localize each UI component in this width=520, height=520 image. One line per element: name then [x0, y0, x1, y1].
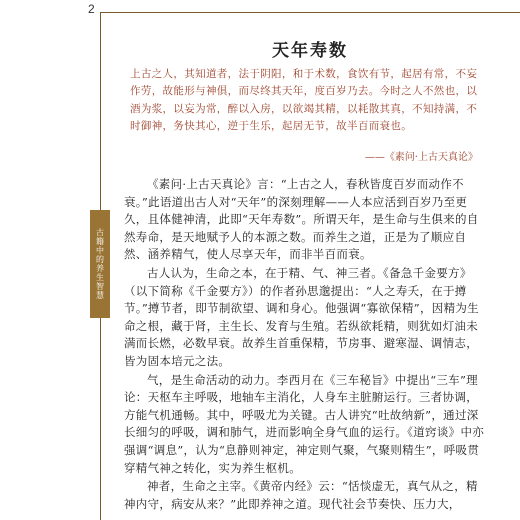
paragraph: 古人认为，生命之本，在于精、气、神三者。《备急千金要方》（以下简称《千金要方》）的作者孙思邈提出：“人之寿夭，在于撙节。”撙节者，即节制欲望、调和身心。他强调“寡欲保精”，因精为生命之根，藏于肾，主生长、发育与生殖。若纵欲耗精，则犹如灯油未满而长燃，必数早衰。故养生首重保精，节房事、避寒湿、调情志，皆为固本培元之法。 [124, 265, 479, 368]
book-title-tab: 古籍中的养生智慧 [90, 210, 110, 318]
page-number: 2 [88, 2, 95, 16]
paragraph: 神者，生命之主宰。《黄帝内经》云：“恬惔虚无，真气从之，精神内守，病安从来？”此即养神之道。现代社会节奏快、压力大， [124, 479, 478, 511]
classic-quote: 上古之人，其知道者，法于阴阳，和于术数，食饮有节，起居有常，不妄作劳，故能形与神俱，而尽终其天年，度百岁乃去。今时之人不然也，以酒为浆，以妄为常，醉以入房，以欲竭其精，以耗散其真，不知持满，不时御神，务快其心，逆于生乐，起居无节，故半百而衰也。 [130, 68, 478, 133]
paragraph: 气，是生命活动的动力。李西月在《三车秘旨》中提出“三车”理论：天枢车主呼吸，地轴车主消化，人身车主脏腑运行。三者协调，方能气机通畅。其中，呼吸尤为关键。古人讲究“吐故纳新”，通过深长细匀的呼吸，调和肺气，进而影响全身气血的运行。《道窍谈》中亦强调“调息”，认为“息静则神定，神定则气聚，气聚则精生”，呼吸贯穿精气神之转化，实为养生枢机。 [124, 372, 485, 475]
paragraph: 《素问·上古天真论》言：“上古之人，春秋皆度百岁而动作不衰。”此语道出古人对“天年”的深刻理解——人本应活到百岁乃至更久，且体健神清，此即“天年寿数”。所谓天年，是生命与生俱来的自然寿命，是天地赋予人的本源之数。而养生之道，正是为了顺应自然、涵养精气，使人尽享天年，而非半百而衰。 [124, 177, 479, 262]
header-rule [100, 12, 520, 13]
quote-source: ——《素问·上古天真论》 [364, 152, 478, 163]
section-title: 天年寿数 [272, 41, 348, 61]
body-text [124, 176, 486, 514]
